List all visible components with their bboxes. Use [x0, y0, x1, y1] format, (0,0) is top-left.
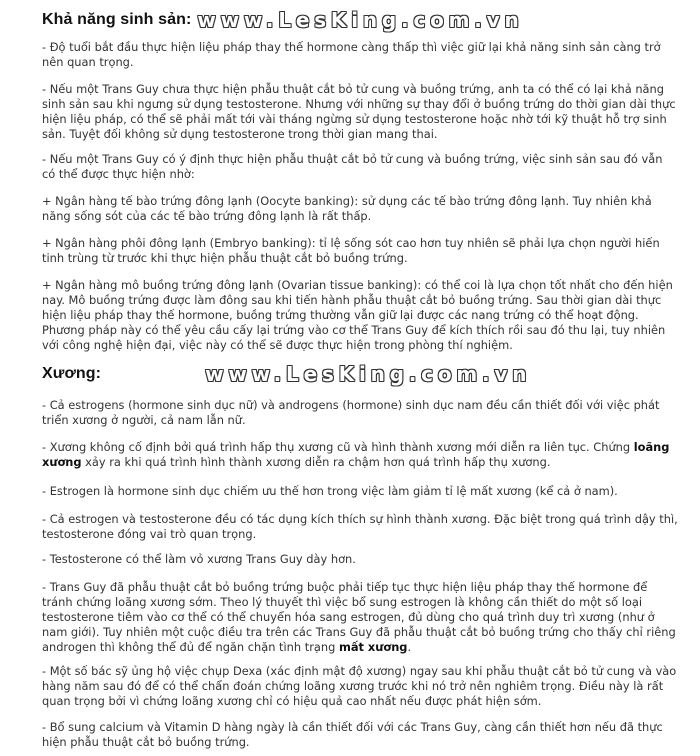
emphasis-text: loãng xương: [42, 440, 670, 469]
paragraph: - Một số bác sỹ ủng hộ việc chụp Dexa (xác định mật độ xương) ngay sau khi phẫu thuật cắt bỏ tử cung và vào hàng năm sau đó để có thể chẩn đoán chứng loãng xương trước khi nó trở nên nghiêm trọng. Điều này là rất quan trọng bởi vì chứng loãng xương chỉ có hiệu quả cao nhất nếu được phát hiện sớm.: [42, 664, 677, 708]
section-fertility: [0, 8, 524, 32]
paragraph: - Estrogen là hormone sinh dục chiếm ưu thế hơn trong việc làm giảm tỉ lệ mất xương (kể cả ở nam).: [42, 484, 618, 498]
emphasis-text: mất xương: [338, 640, 408, 654]
watermark: www.LesKing.com.vn: [197, 8, 524, 32]
paragraph: - Xương không cố định bởi quá trình hấp thụ xương cũ và hình thành xương mới diễn ra liên tục. Chứng loãng xương xảy ra khi quá trình hình thành xương diễn ra chậm hơn quá trình hấp thụ xương.: [42, 440, 670, 469]
paragraph: - Độ tuổi bắt đầu thực hiện liệu pháp thay thế hormone càng thấp thì việc giữ lại khả năng sinh sản càng trở nên quan trọng.: [42, 40, 661, 69]
paragraph: - Cả estrogens (hormone sinh dục nữ) và androgens (hormone) sinh dục nam đều cần thiết đối với việc phát triển xương ở người, cả nam lẫn nữ.: [42, 398, 660, 427]
section-bone: [0, 362, 531, 386]
paragraph: + Ngân hàng mô buồng trứng đông lạnh (Ovarian tissue banking): có thể coi là lựa chọn tốt nhất cho đến hiện nay. Mô buồng trứng được làm đông sau khi tiến hành phẫu thuật cắt bỏ buồng trứng. Sau thời gian dài thực hiện liệu pháp thay thế hormone, buồng trứng thường vẫn giữ lại được các nang trứng có thể hoạt động. Phương pháp này có thể yêu cầu cấy lại trứng vào cơ thể Trans Guy để kích thích rồi sau đó thu lại, tuy nhiên với công nghệ hiện đại, việc này có thể sẽ được thực hiện trong phòng thí nghiệm.: [42, 278, 673, 352]
section-heading-row: [42, 8, 524, 32]
paragraph: - Bổ sung calcium và Vitamin D hàng ngày là cần thiết đối với các Trans Guy, càng cần thiết hơn nếu đã thực hiện phẫu thuật cắt bỏ buồng trứng.: [42, 720, 663, 749]
paragraph: + Ngân hàng phôi đông lạnh (Embryo banking): tỉ lệ sống sót cao hơn tuy nhiên sẽ phải lựa chọn người hiến tinh trùng từ trước khi thực hiện phẫu thuật cắt bỏ buồng trứng.: [42, 236, 660, 265]
section-heading: Khả năng sinh sản:: [42, 11, 192, 28]
paragraph: - Nếu một Trans Guy có ý định thực hiện phẫu thuật cắt bỏ tử cung và buồng trứng, việc sinh sản sau đó vẫn có thể được thực hiện nhờ:: [42, 152, 663, 181]
section-heading: Xương:: [42, 365, 102, 382]
watermark: www.LesKing.com.vn: [205, 362, 532, 386]
paragraph: + Ngân hàng tế bào trứng đông lạnh (Oocyte banking): sử dụng các tế bào trứng đông lạnh. Tuy nhiên khả năng sống sót của các tế bào trứng đông lạnh là rất thấp.: [42, 194, 652, 223]
paragraph: - Nếu một Trans Guy chưa thực hiện phẫu thuật cắt bỏ tử cung và buồng trứng, anh ta có thể có lại khả năng sinh sản sau khi ngưng sử dụng testosterone. Nhưng với những sự thay đổi ở buồng trứng do thời gian dài thực hiện liệu pháp, có thể sẽ phải mất tới vài tháng ngừng sử dụng testosterone hoặc nhờ tới kỹ thuật hỗ trợ sinh sản. Tuyệt đối không sử dụng testosterone trong thời gian mang thai.: [42, 82, 676, 141]
paragraph: - Testosterone có thể làm vỏ xương Trans Guy dày hơn.: [42, 552, 356, 566]
section-heading-row: [42, 362, 531, 386]
paragraph: - Trans Guy đã phẫu thuật cắt bỏ buồng trứng buộc phải tiếp tục thực hiện liệu pháp thay thế hormone để tránh chứng loãng xương sớm. Theo lý thuyết thì việc bổ sung estrogen là không cần thiết do một số loại testosterone tiêm vào cơ thể có thể chuyển hóa sang estrogen, đủ dùng cho quá trình duy trì xương (như ở nam giới). Tuy nhiên một cuộc điều tra trên các Trans Guy đã phẫu thuật cắt bỏ buồng trứng cho thấy chỉ riêng androgen thì không thể đủ để ngăn chặn tình trạng mất xương.: [42, 580, 676, 654]
paragraph: - Cả estrogen và testosterone đều có tác dụng kích thích sự hình thành xương. Đặc biệt trong quá trình dậy thì, testosterone đóng vai trò quan trọng.: [42, 512, 678, 541]
